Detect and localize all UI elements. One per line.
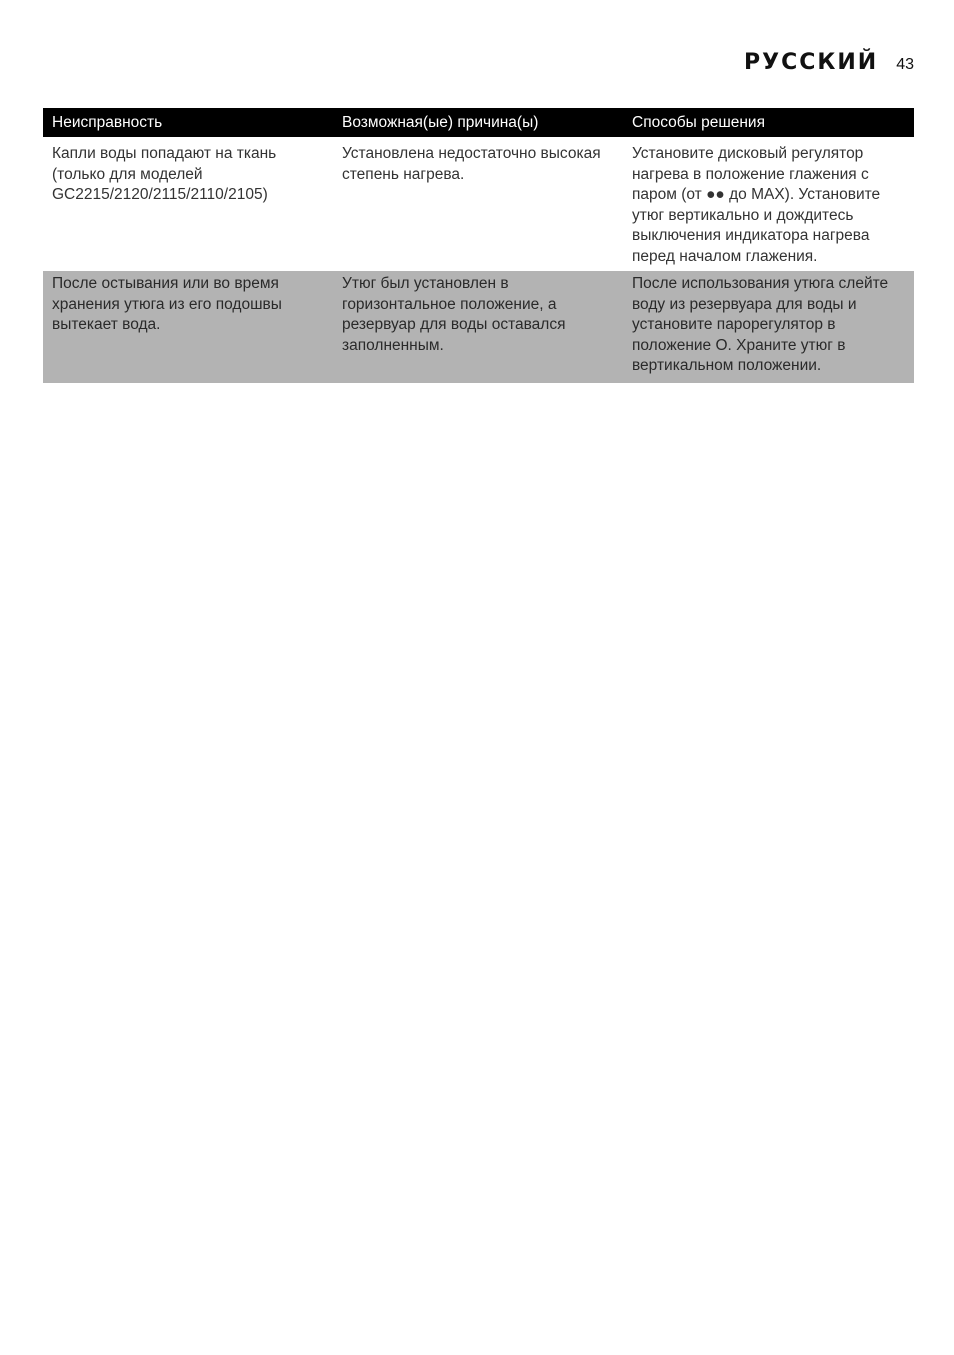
solution-cell: После использования утюга слейте воду из резервуара для воды и установите парорегулятор в положение O. Храните утюг в вертикальном положении. <box>632 275 889 375</box>
table-header-row <box>43 108 914 137</box>
cause-cell: Утюг был установлен в горизонтальное положение, а резервуар для воды оставался заполненным. <box>342 275 566 354</box>
cause-cell: Установлена недостаточно высокая степень нагрева. <box>342 145 601 183</box>
table-row <box>43 137 914 271</box>
solution-cell: Установите дисковый регулятор нагрева в положение глажения с паром (от ●● до MAX). Установите утюг вертикально и дождитесь выключения индикатора нагрева перед началом глажения. <box>632 145 881 265</box>
table-row <box>43 271 914 383</box>
troubleshooting-table <box>43 108 914 383</box>
column-header-problem: Неисправность <box>52 114 163 131</box>
page-number: 43 <box>896 56 914 73</box>
column-header-solution: Способы решения <box>632 114 765 131</box>
problem-cell: После остывания или во время хранения утюга из его подошвы вытекает вода. <box>52 275 282 334</box>
page-header <box>744 50 914 75</box>
problem-cell: Капли воды попадают на ткань (только для моделей GC2215/2120/2115/2110/2105) <box>52 145 277 204</box>
column-header-cause: Возможная(ые) причина(ы) <box>342 114 539 131</box>
language-title: РУССКИЙ <box>744 50 879 75</box>
